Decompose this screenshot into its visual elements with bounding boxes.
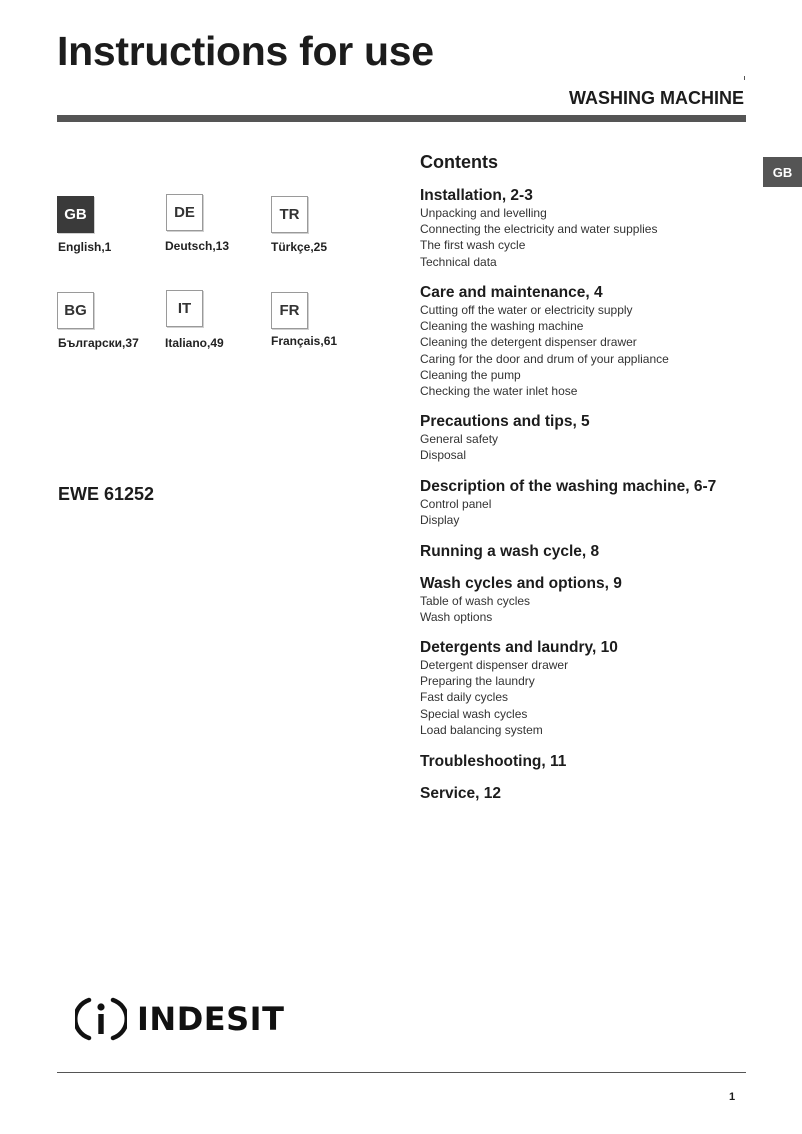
toc-item: Cleaning the pump xyxy=(420,367,521,382)
toc-item: Fast daily cycles xyxy=(420,690,509,705)
model-number: EWE 61252 xyxy=(58,484,155,504)
toc-item: Caring for the door and drum of your appliance xyxy=(420,351,669,366)
product-type-subtitle: WASHING MACHINE xyxy=(569,88,744,108)
toc-section-service xyxy=(420,785,501,803)
lang-box-de: DE xyxy=(166,194,203,231)
lang-box-it: IT xyxy=(166,290,203,327)
toc-section-running xyxy=(420,543,599,561)
lang-label-tr: Türkçe,25 xyxy=(271,240,328,254)
toc-section-detergents xyxy=(420,639,618,738)
toc-item: General safety xyxy=(420,432,499,446)
toc-item: Display xyxy=(420,513,460,528)
toc-heading: Detergents and laundry, 10 xyxy=(420,639,618,656)
lang-label-gb: English,1 xyxy=(58,240,112,254)
toc-item: Cutting off the water or electricity supply xyxy=(420,303,633,317)
brand-name: INDESIT xyxy=(137,1000,285,1038)
document-title: Instructions for use xyxy=(57,28,434,74)
toc-item: Control panel xyxy=(420,497,492,511)
toc-item: Special wash cycles xyxy=(420,706,528,721)
lang-box-bg: BG xyxy=(57,292,94,329)
toc-section-precautions xyxy=(420,413,590,463)
toc-section-troubleshooting xyxy=(420,753,566,771)
lang-box-fr: FR xyxy=(271,292,308,329)
toc-heading: Description of the washing machine, 6-7 xyxy=(420,478,717,495)
toc-item: Wash options xyxy=(420,610,493,625)
language-side-tab: GB xyxy=(763,157,802,187)
toc-item: Cleaning the detergent dispenser drawer xyxy=(420,335,637,350)
lang-label-fr: Français,61 xyxy=(271,334,338,348)
toc-item: Checking the water inlet hose xyxy=(420,384,578,399)
indesit-logo-icon xyxy=(75,994,127,1044)
lang-label-bg: Български,37 xyxy=(58,336,139,350)
toc-item: The first wash cycle xyxy=(420,238,526,253)
toc-heading: Installation, 2-3 xyxy=(420,187,533,204)
toc-section-care xyxy=(420,284,669,399)
lang-label-de: Deutsch,13 xyxy=(165,239,230,253)
indesit-logo xyxy=(75,995,284,1043)
footer-rule xyxy=(57,1072,746,1073)
toc-section-installation xyxy=(420,187,657,270)
toc-item: Connecting the electricity and water supplies xyxy=(420,222,658,237)
decorative-tick xyxy=(744,76,745,80)
toc-section-description xyxy=(420,478,716,528)
lang-box-gb: GB xyxy=(57,196,94,233)
header-rule xyxy=(57,115,746,122)
toc-section-wash-cycles xyxy=(420,575,622,625)
toc-heading: Wash cycles and options, 9 xyxy=(420,575,622,592)
toc-item: Unpacking and levelling xyxy=(420,206,547,220)
toc-item: Table of wash cycles xyxy=(420,594,531,608)
page-number: 1 xyxy=(729,1091,736,1103)
contents-title: Contents xyxy=(420,152,498,172)
toc-item: Detergent dispenser drawer xyxy=(420,658,569,672)
toc-item: Cleaning the washing machine xyxy=(420,319,584,334)
toc-heading: Precautions and tips, 5 xyxy=(420,413,590,430)
toc-heading: Service, 12 xyxy=(420,785,502,802)
toc-heading: Care and maintenance, 4 xyxy=(420,284,603,301)
toc-item: Preparing the laundry xyxy=(420,674,535,689)
toc-heading: Running a wash cycle, 8 xyxy=(420,543,600,560)
lang-box-tr: TR xyxy=(271,196,308,233)
toc-heading: Troubleshooting, 11 xyxy=(420,753,567,770)
toc-item: Disposal xyxy=(420,448,467,463)
toc-item: Technical data xyxy=(420,254,497,269)
lang-label-it: Italiano,49 xyxy=(165,336,224,350)
toc-item: Load balancing system xyxy=(420,722,543,737)
